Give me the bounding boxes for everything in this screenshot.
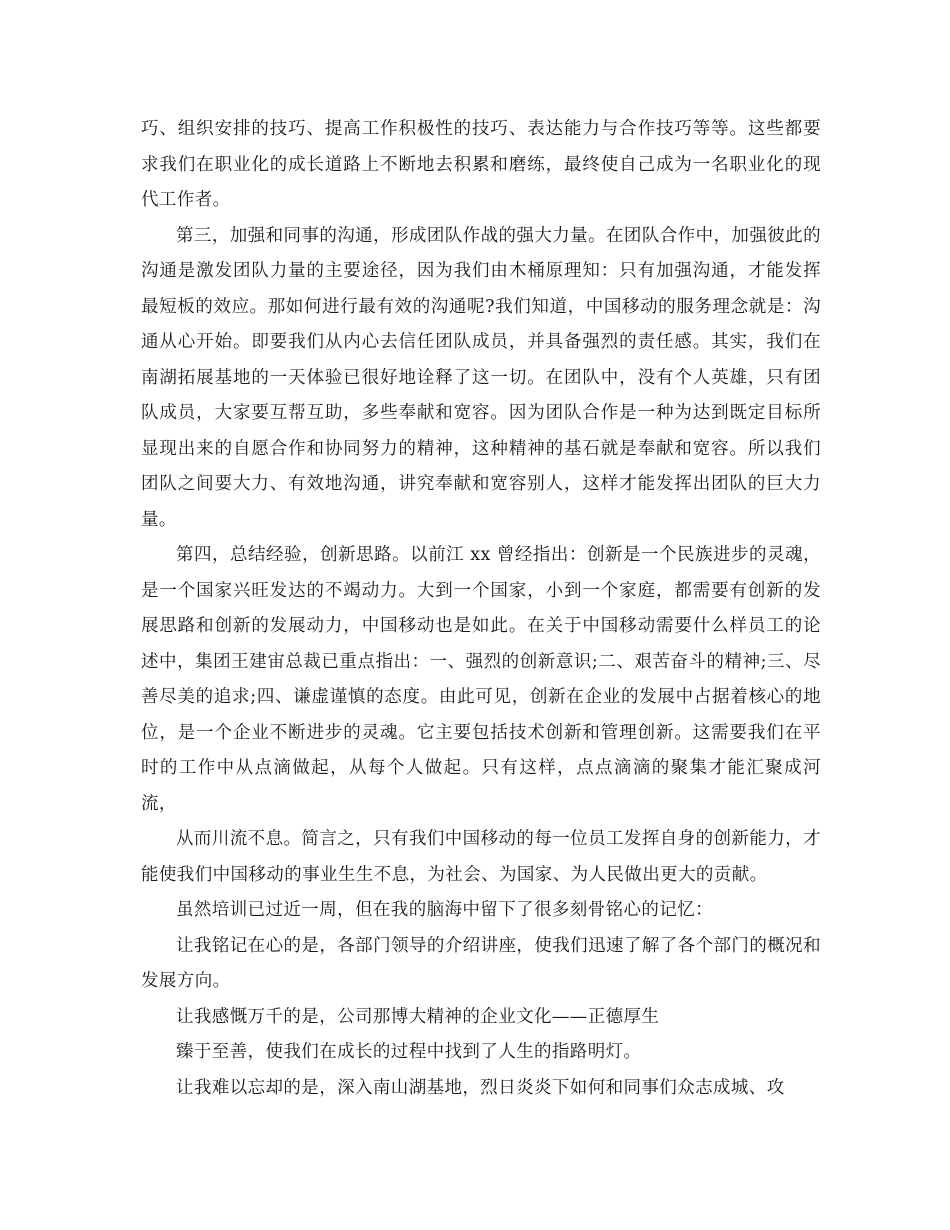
paragraph-training-memories: 虽然培训已过近一周，但在我的脑海中留下了很多刻骨铭心的记忆：	[176, 900, 713, 920]
paragraph-nanshan-base: 让我难以忘却的是，深入南山湖基地，烈日炎炎下如何和同事们众志成城、攻	[176, 1077, 785, 1098]
body-text	[141, 112, 821, 1106]
paragraph-department-lectures: 让我铭记在心的是，各部门领导的介绍讲座，使我们迅速了解了各个部门的概况和发展方向。	[141, 935, 821, 991]
paragraph-innovation-conclusion: 从而川流不息。简言之，只有我们中国移动的每一位员工发挥自身的创新能力，才能使我们中国移动的事业生生不息，为社会、为国家、为人民做出更大的贡献。	[141, 829, 821, 885]
paragraph-fourth-point-innovation: 第四，总结经验，创新思路。以前江 xx 曾经指出：创新是一个民族进步的灵魂，是一个国家兴旺发达的不竭动力。大到一个国家，小到一个家庭，都需要有创新的发展思路和创新的发展动力，中国移动也是如此。在关于中国移动需要什么样员工的论述中，集团王建宙总裁已重点指出：一、强烈的创新意识;二、艰苦奋斗的精神;三、尽善尽美的追求;四、谦虚谨慎的态度。由此可见，创新在企业的发展中占据着核心的地位，是一个企业不断进步的灵魂。它主要包括技术创新和管理创新。这需要我们在平时的工作中从点滴做起，从每个人做起。只有这样，点点滴滴的聚集才能汇聚成河流，	[141, 545, 821, 814]
paragraph-continued-skills: 巧、组织安排的技巧、提高工作积极性的技巧、表达能力与合作技巧等等。这些都要求我们在职业化的成长道路上不断地去积累和磨练，最终使自己成为一名职业化的现代工作者。	[141, 119, 821, 210]
paragraph-guiding-light: 臻于至善，使我们在成长的过程中找到了人生的指路明灯。	[176, 1042, 642, 1062]
paragraph-corporate-culture: 让我感慨万千的是，公司那博大精神的企业文化——正德厚生	[176, 1006, 660, 1027]
paragraph-third-point-communication: 第三，加强和同事的沟通，形成团队作战的强大力量。在团队合作中，加强彼此的沟通是激发团队力量的主要途径，因为我们由木桶原理知：只有加强沟通，才能发挥最短板的效应。那如何进行最有效的沟通呢?我们知道，中国移动的服务理念就是：沟通从心开始。即要我们从内心去信任团队成员，并具备强烈的责任感。其实，我们在南湖拓展基地的一天体验已很好地诠释了这一切。在团队中，没有个人英雄，只有团队成员，大家要互帮互助，多些奉献和宽容。因为团队合作是一种为达到既定目标所显现出来的自愿合作和协同努力的精神，这种精神的基石就是奉献和宽容。所以我们团队之间要大力、有效地沟通，讲究奉献和宽容别人，这样才能发挥出团队的巨大力量。	[141, 225, 821, 530]
